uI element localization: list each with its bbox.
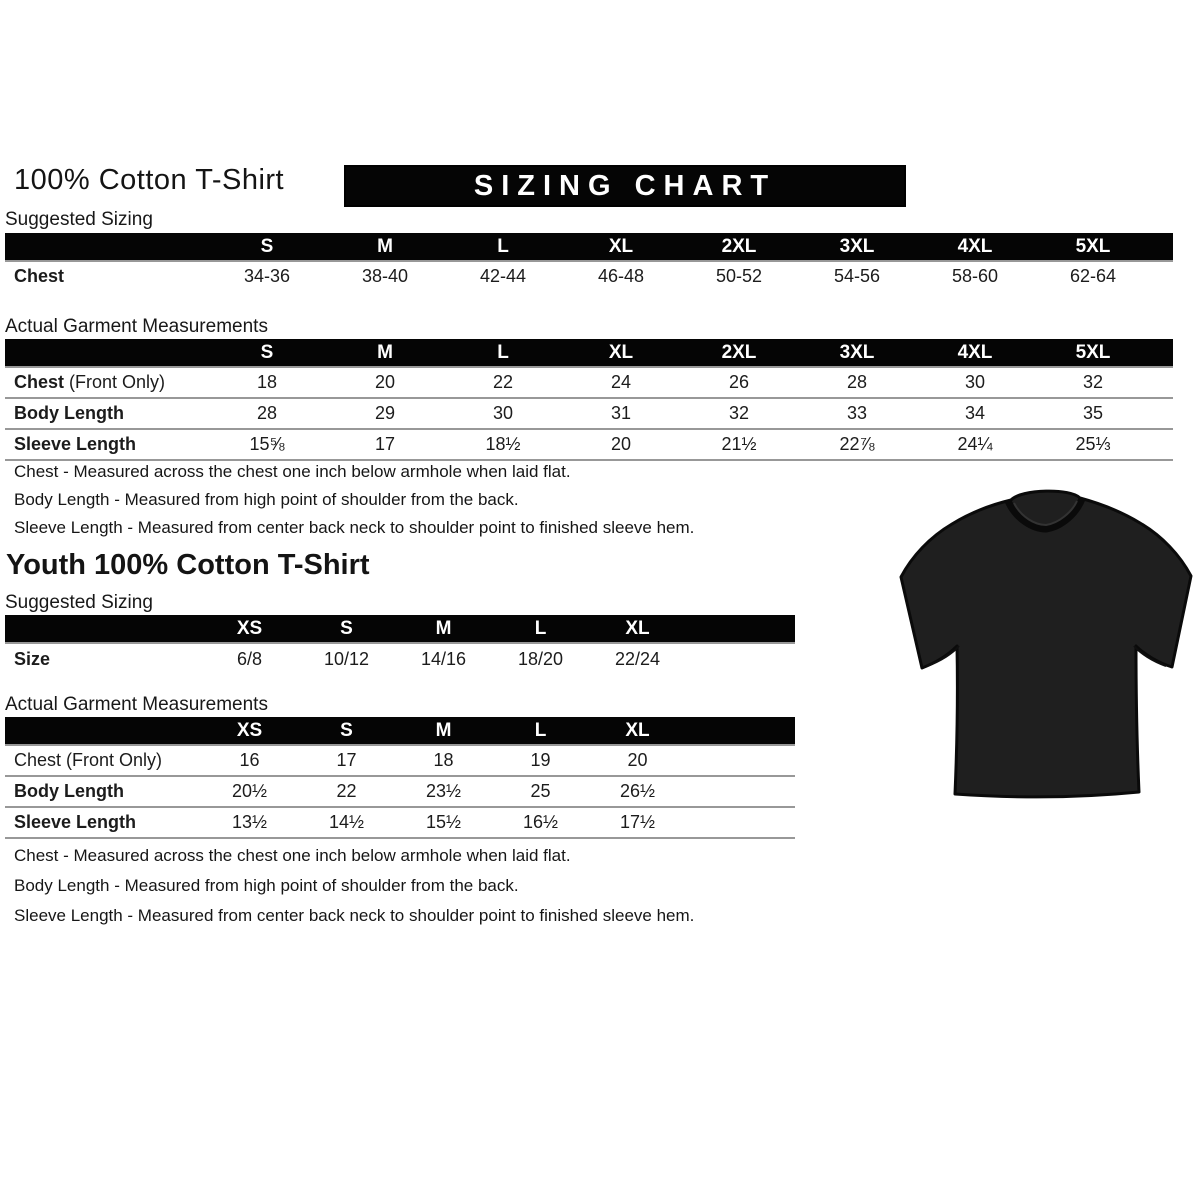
- size-column-header: 4XL: [957, 341, 993, 363]
- adult-suggested-sizing-label: Suggested Sizing: [5, 209, 1173, 234]
- chest-range-value: 46-48: [597, 266, 645, 286]
- size-column-header: S: [260, 235, 274, 257]
- measurement-value: 17½: [619, 812, 656, 832]
- measurement-value: 18½: [485, 434, 521, 454]
- youth-measurements-header-row: [5, 717, 795, 746]
- measurement-value: 25⅓: [1075, 434, 1111, 454]
- note-line: Sleeve Length - Measured from center back neck to shoulder point to finished sleeve hem.: [14, 518, 695, 537]
- measurement-value: 16: [239, 750, 260, 770]
- size-range-value: 18/20: [517, 648, 564, 669]
- measurement-value: 22⅞: [839, 434, 875, 454]
- size-column-header: 3XL: [839, 235, 875, 257]
- note-line: Chest - Measured across the chest one inch below armhole when laid flat.: [14, 462, 571, 481]
- adult-measurements-header-row: [5, 339, 1173, 368]
- size-column-header: S: [340, 617, 353, 639]
- tshirt-graphic: [893, 476, 1198, 808]
- size-range-value: 22/24: [614, 648, 661, 669]
- size-column-header: 5XL: [1075, 341, 1111, 363]
- row-label: [5, 372, 165, 393]
- youth-measurement-notes: [14, 841, 694, 931]
- measurement-value: 28: [256, 403, 278, 423]
- measurement-value: 32: [728, 403, 750, 423]
- measurement-value: 13½: [231, 812, 268, 832]
- measurement-value: 35: [1082, 403, 1104, 423]
- adult-measurements-label: Actual Garment Measurements: [5, 316, 1173, 341]
- measurement-value: 34: [964, 403, 986, 423]
- measurement-value: 15½: [425, 812, 462, 832]
- measurement-value: 19: [530, 750, 551, 770]
- youth-chest-row: [5, 746, 795, 777]
- size-column-header: XL: [625, 719, 650, 741]
- size-column-header: M: [435, 719, 452, 741]
- measurement-value: 30: [964, 372, 986, 392]
- youth-body-length-row: [5, 777, 795, 808]
- size-range-value: 6/8: [236, 648, 263, 669]
- measurement-value: 23½: [425, 781, 462, 801]
- adult-suggested-header-row: [5, 233, 1173, 262]
- size-column-header: 4XL: [957, 235, 993, 257]
- note-line: Sleeve Length - Measured from center back neck to shoulder point to finished sleeve hem.: [14, 906, 695, 925]
- measurement-value: 31: [610, 403, 632, 423]
- chest-range-value: 62-64: [1069, 266, 1117, 286]
- chest-range-value: 38-40: [361, 266, 409, 286]
- size-column-header: L: [497, 341, 509, 363]
- measurement-value: 22: [492, 372, 514, 392]
- size-column-header: L: [534, 617, 547, 639]
- size-column-header: XS: [236, 719, 263, 741]
- measurement-value: 22: [336, 781, 357, 801]
- size-column-header: S: [260, 341, 274, 363]
- youth-sleeve-length-row: [5, 808, 795, 839]
- row-label-strong: Chest: [14, 372, 65, 392]
- youth-section-title: Youth 100% Cotton T-Shirt: [6, 549, 370, 581]
- chest-range-value: 34-36: [243, 266, 291, 286]
- measurement-value: 29: [374, 403, 396, 423]
- measurement-value: 14½: [328, 812, 365, 832]
- measurement-value: 20: [374, 372, 396, 392]
- size-column-header: M: [377, 235, 393, 257]
- adult-chest-range-row: [5, 262, 1173, 291]
- size-column-header: 2XL: [721, 235, 757, 257]
- size-column-header: M: [377, 341, 393, 363]
- sizing-chart-banner-label: SIZING CHART: [473, 169, 777, 202]
- measurement-value: 17: [374, 434, 396, 454]
- youth-suggested-sizing-table: [5, 615, 795, 674]
- measurement-value: 17: [336, 750, 357, 770]
- size-column-header: 5XL: [1075, 235, 1111, 257]
- chest-range-value: 42-44: [479, 266, 527, 286]
- measurement-value: 24: [610, 372, 632, 392]
- youth-measurements-label: Actual Garment Measurements: [5, 694, 795, 719]
- measurement-value: 20: [627, 750, 648, 770]
- size-column-header: 3XL: [839, 341, 875, 363]
- measurement-value: 21½: [721, 434, 757, 454]
- youth-size-row: [5, 644, 795, 674]
- measurement-value: 18: [433, 750, 454, 770]
- row-label-suffix: Chest (Front Only): [14, 750, 163, 770]
- measurement-value: 20½: [231, 781, 268, 801]
- row-label: Sleeve Length: [14, 434, 137, 454]
- youth-measurements-table: [5, 717, 795, 839]
- row-label: [5, 750, 162, 771]
- measurement-value: 16½: [522, 812, 559, 832]
- size-column-header: L: [497, 235, 509, 257]
- adult-body-length-row: [5, 399, 1173, 430]
- note-line: Body Length - Measured from high point of shoulder from the back.: [14, 490, 519, 509]
- row-label: Body Length: [14, 781, 124, 801]
- size-column-header: L: [534, 719, 547, 741]
- size-column-header: 2XL: [721, 341, 757, 363]
- measurement-value: 15⅝: [249, 434, 285, 454]
- adult-suggested-sizing-table: [5, 233, 1173, 291]
- note-line: Body Length - Measured from high point of shoulder from the back.: [14, 876, 519, 895]
- size-range-value: 14/16: [420, 648, 467, 669]
- black-tshirt-image: [893, 476, 1198, 808]
- size-column-header: M: [435, 617, 452, 639]
- youth-suggested-header-row: [5, 615, 795, 644]
- sizing-chart-banner: [346, 167, 904, 205]
- row-label: Size: [14, 648, 51, 669]
- row-label: Chest: [14, 266, 65, 286]
- measurement-value: 20: [610, 434, 632, 454]
- row-label-suffix: (Front Only): [64, 372, 166, 392]
- size-column-header: XL: [608, 235, 634, 257]
- size-column-header: XS: [236, 617, 263, 639]
- measurement-value: 18: [256, 372, 278, 392]
- chest-range-value: 50-52: [715, 266, 763, 286]
- page-title: 100% Cotton T-Shirt: [14, 164, 285, 196]
- adult-measurement-notes: [14, 458, 694, 542]
- youth-suggested-sizing-label: Suggested Sizing: [5, 592, 795, 617]
- adult-measurements-table: [5, 339, 1173, 461]
- chest-range-value: 54-56: [833, 266, 881, 286]
- measurement-value: 33: [846, 403, 868, 423]
- measurement-value: 30: [492, 403, 514, 423]
- row-label: Body Length: [14, 403, 124, 423]
- row-label: Sleeve Length: [14, 812, 137, 832]
- size-column-header: XL: [625, 617, 650, 639]
- measurement-value: 32: [1082, 372, 1104, 392]
- measurement-value: 26: [728, 372, 750, 392]
- measurement-value: 25: [530, 781, 551, 801]
- note-line: Chest - Measured across the chest one inch below armhole when laid flat.: [14, 846, 571, 865]
- size-range-value: 10/12: [323, 648, 370, 669]
- measurement-value: 28: [846, 372, 868, 392]
- size-column-header: XL: [608, 341, 634, 363]
- adult-chest-row: [5, 368, 1173, 399]
- measurement-value: 24¼: [957, 434, 993, 454]
- adult-sleeve-length-row: [5, 430, 1173, 461]
- measurement-value: 26½: [619, 781, 656, 801]
- size-column-header: S: [340, 719, 353, 741]
- chest-range-value: 58-60: [951, 266, 999, 286]
